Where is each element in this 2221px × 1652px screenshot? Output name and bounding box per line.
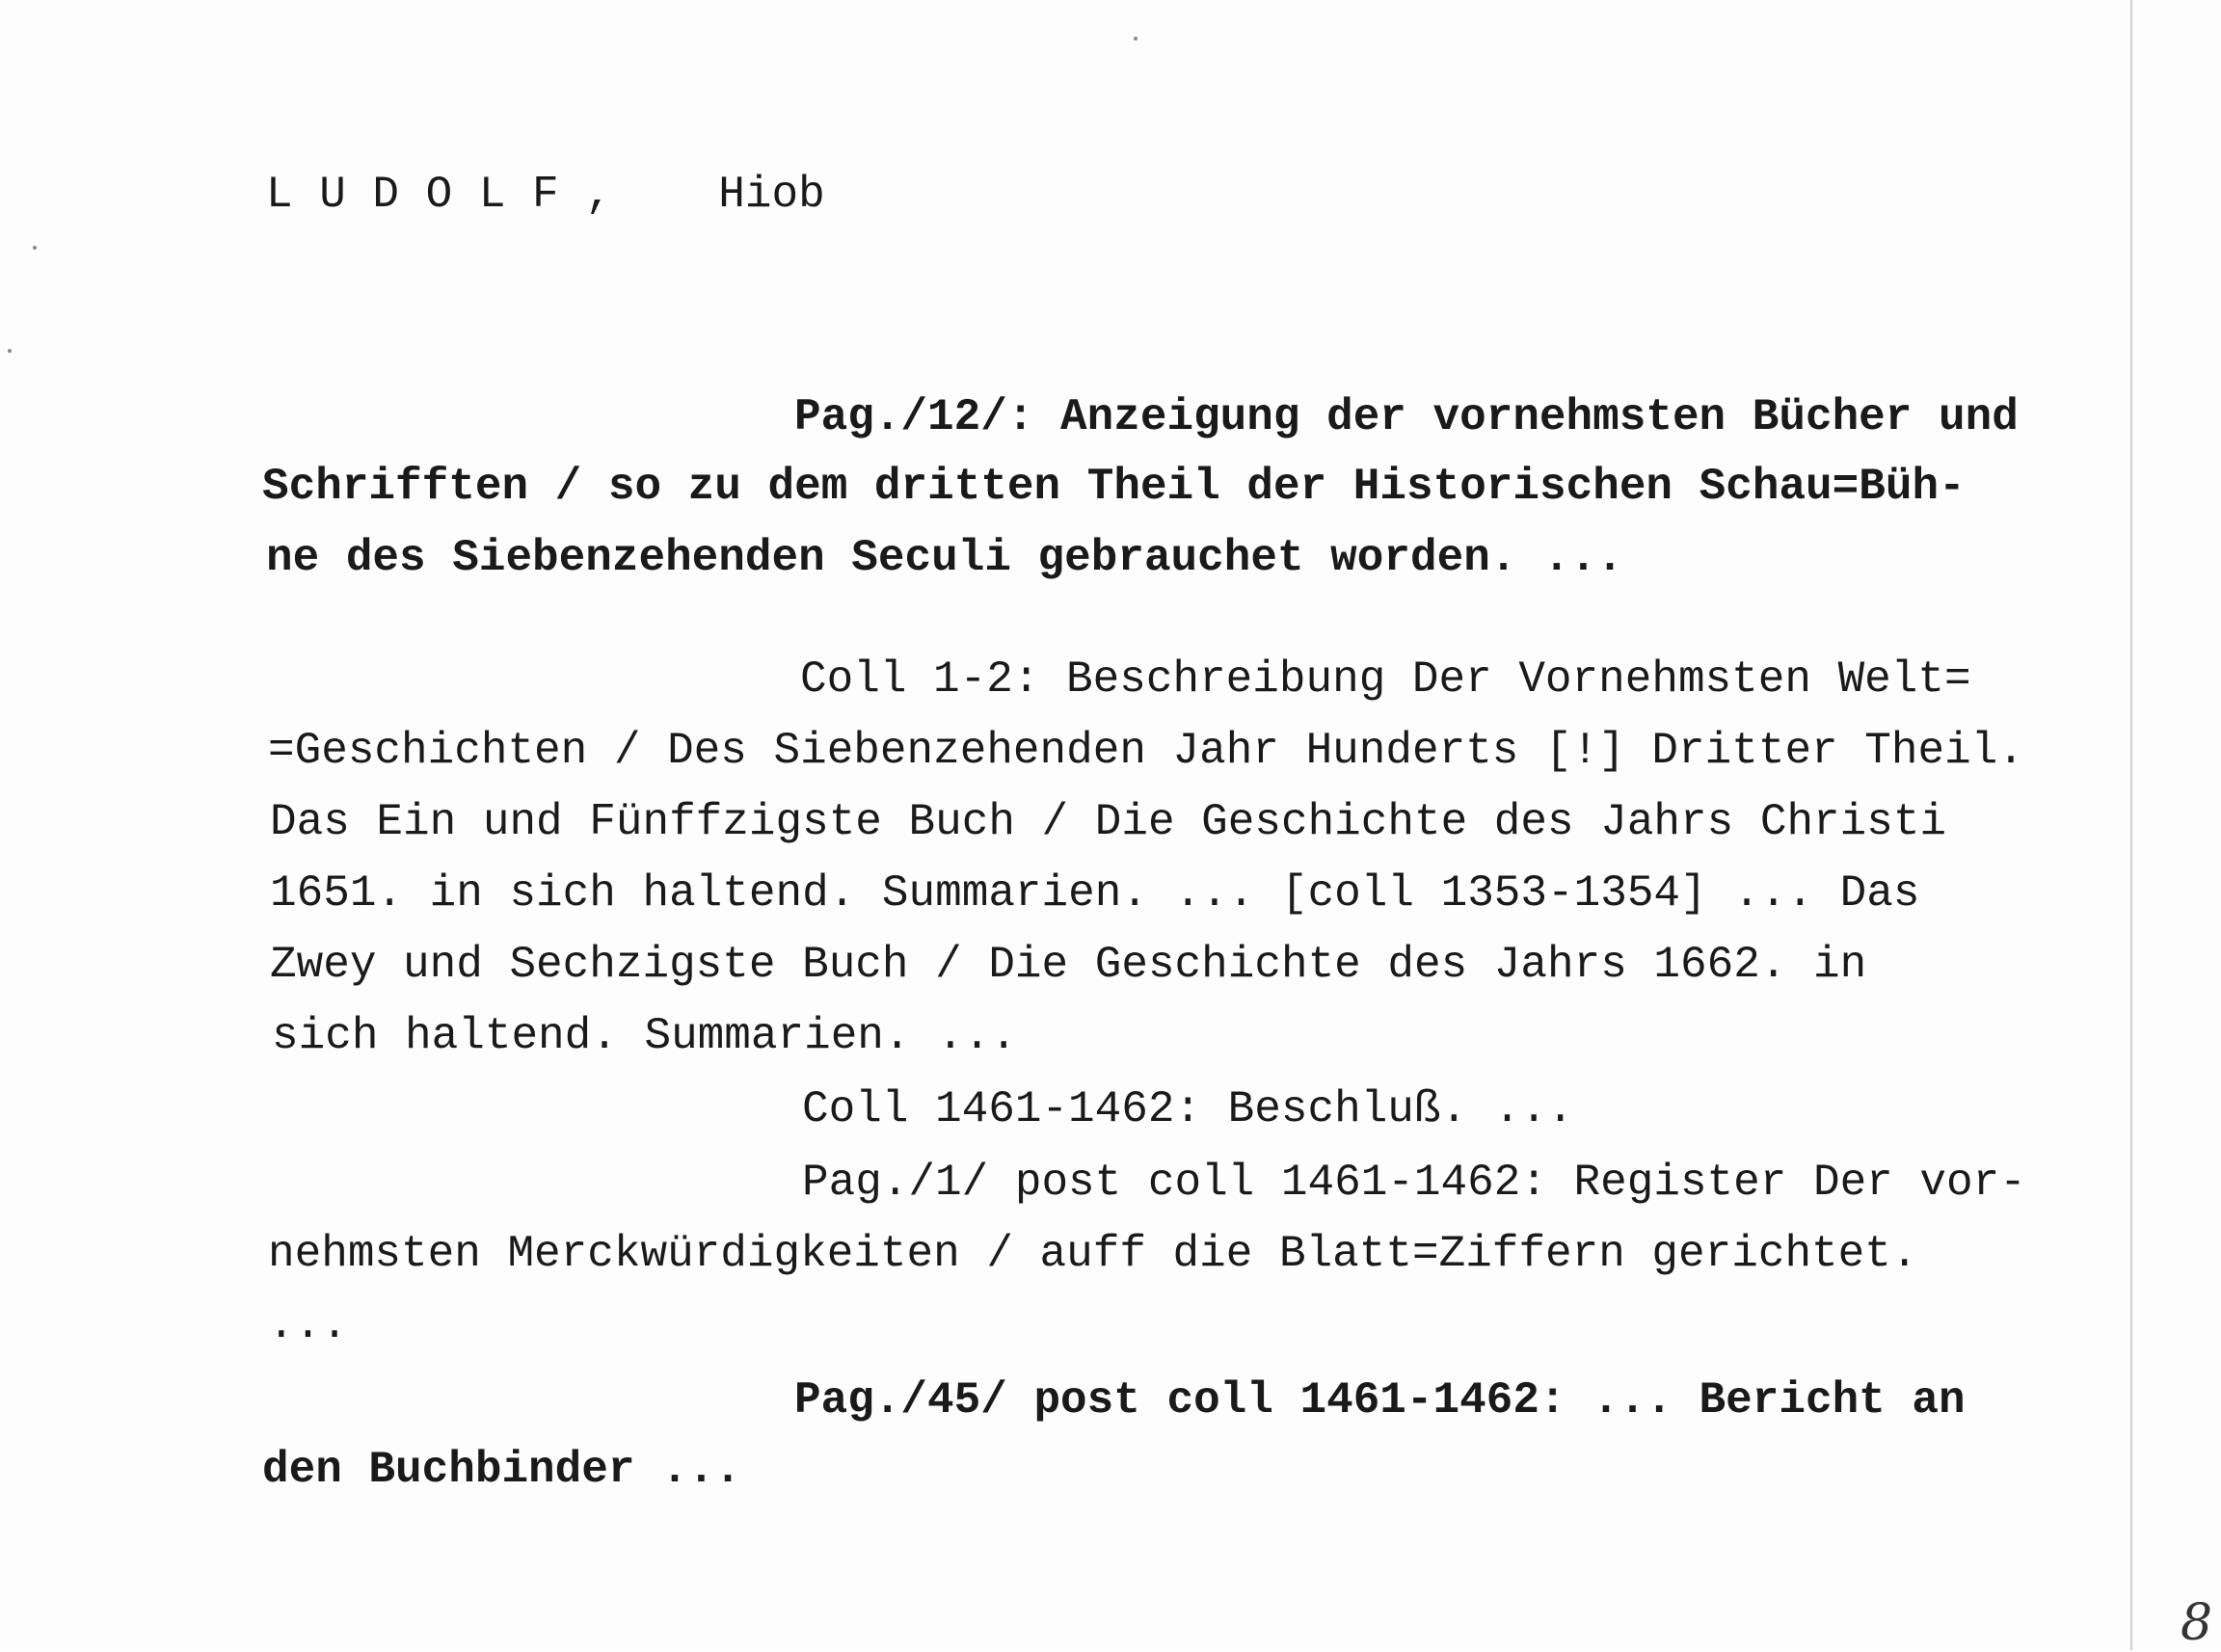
text-line-4: Coll 1-2: Beschreibung Der Vornehmsten Welt= [800,654,1971,705]
text-line-12: nehmsten Merckwürdigkeiten / auff die Blatt=Ziffern gerichtet. [268,1229,1918,1279]
text-line-15: den Buchbinder ... [262,1445,741,1495]
card-edge [2130,0,2132,1650]
speck [1134,37,1137,40]
text-line-1: Pag./12/: Anzeigung der vornehmsten Bücher und [794,392,2019,442]
text-line-9: sich haltend. Summarien. ... [272,1011,1017,1061]
text-line-6: Das Ein und Fünffzigste Buch / Die Geschichte des Jahrs Christi [270,797,1947,847]
text-line-14: Pag./45/ post coll 1461-1462: ... Bericht an [794,1375,1966,1426]
text-line-13: ... [268,1300,348,1350]
handwritten-number: 8 [2181,1594,2213,1652]
heading-forename: Hiob [718,170,825,220]
speck [33,246,37,250]
text-line-7: 1651. in sich haltend. Summarien. ... [coll 1353-1354] ... Das [270,868,1920,919]
text-line-10: Coll 1461-1462: Beschluß. ... [802,1084,1574,1134]
speck [8,349,12,353]
text-line-2: Schrifften / so zu dem dritten Theil der Historischen Schau=Büh- [262,462,1966,512]
text-line-3: ne des Siebenzehenden Seculi gebrauchet worden. ... [266,533,1623,583]
text-line-8: Zwey und Sechzigste Buch / Die Geschichte des Jahrs 1662. in [270,940,1867,990]
heading-surname: L U D O L F , [266,170,612,220]
card-heading [266,170,825,220]
text-line-11: Pag./1/ post coll 1461-1462: Register Der vor- [802,1158,2026,1208]
text-line-5: =Geschichten / Des Siebenzehenden Jahr Hunderts [!] Dritter Theil. [268,726,2024,776]
